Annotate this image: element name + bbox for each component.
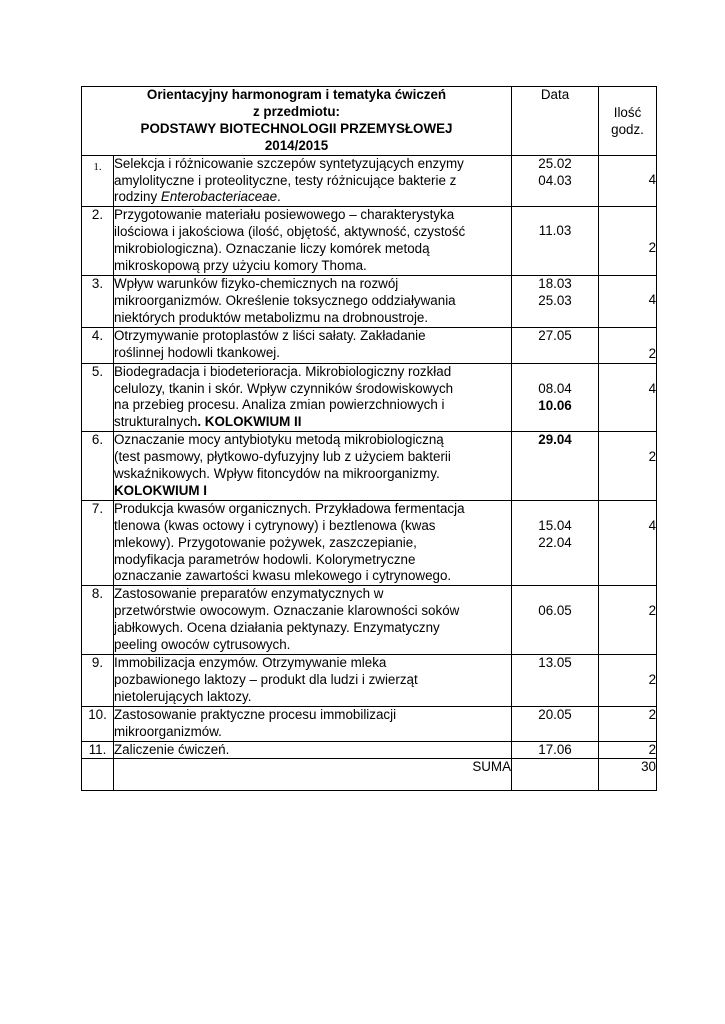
row-number: 10. bbox=[82, 706, 114, 741]
row-number: 2. bbox=[82, 207, 114, 276]
row-dates: 29.04 bbox=[512, 432, 599, 501]
row-topic: Oznaczanie mocy antybiotyku metodą mikrobiologiczną (test pasmowy, płytkowo-dyfuzyjny lub z użyciem bakterii wskaźnikowych. Wpływ fitoncydów na mikroorganizmy. KOLOKWIUM I bbox=[114, 432, 512, 501]
row-topic: Zaliczenie ćwiczeń. bbox=[114, 741, 512, 759]
hours-column-header: Ilość godz. bbox=[599, 87, 657, 156]
title-line: z przedmiotu: bbox=[252, 103, 341, 119]
row-dates: 11.03 bbox=[512, 207, 599, 276]
row-topic: Zastosowanie praktyczne procesu immobilizacji mikroorganizmów. bbox=[114, 706, 512, 741]
row-dates: 18.03 25.03 bbox=[512, 275, 599, 327]
row-hours: 2 bbox=[599, 706, 657, 741]
row-number: 9. bbox=[82, 655, 114, 707]
row-dates: 08.04 10.06 bbox=[512, 363, 599, 432]
sum-value: 30 bbox=[599, 759, 657, 791]
table-row bbox=[82, 275, 657, 327]
row-hours: 2 bbox=[599, 586, 657, 655]
summary-row bbox=[82, 759, 657, 791]
row-number: 7. bbox=[82, 500, 114, 586]
row-hours: 2 bbox=[599, 432, 657, 501]
table-row bbox=[82, 586, 657, 655]
italic-term: Enterobacteriaceae bbox=[160, 189, 278, 205]
row-hours: 4 bbox=[599, 275, 657, 327]
title-line: 2014/2015 bbox=[264, 137, 329, 153]
table-header-row bbox=[82, 87, 657, 156]
row-hours: 4 bbox=[599, 500, 657, 586]
row-dates: 13.05 bbox=[512, 655, 599, 707]
title-line: Orientacyjny harmonogram i tematyka ćwiczeń bbox=[146, 87, 447, 102]
row-topic: Zastosowanie preparatów enzymatycznych w przetwórstwie owocowym. Oznaczanie klarowności soków jabłkowych. Ocena działania pektynazy. Enzymatyczny peeling owoców cytrusowych. bbox=[114, 586, 512, 655]
row-number: 5. bbox=[82, 363, 114, 432]
row-topic: Produkcja kwasów organicznych. Przykładowa fermentacja tlenowa (kwas octowy i cytrynowy) i beztlenowa (kwas mlekowy). Przygotowanie pożywek, zaszczepianie, modyfikacja parametrów hodowli. Kolorymetryczne oznaczanie zawartości kwasu mlekowego i cytrynowego. bbox=[114, 500, 512, 586]
schedule-table bbox=[81, 86, 657, 791]
row-number: 6. bbox=[82, 432, 114, 501]
empty-cell bbox=[82, 759, 114, 791]
row-number: 8. bbox=[82, 586, 114, 655]
row-topic: Przygotowanie materiału posiewowego – charakterystyka ilościowa i jakościowa (ilość, objętość, aktywność, czystość mikrobiologiczna). Oznaczanie liczy komórek metodą mikroskopową przy użyciu komory Thoma. bbox=[114, 207, 512, 276]
table-row bbox=[82, 655, 657, 707]
row-hours: 4 bbox=[599, 155, 657, 207]
table-row bbox=[82, 207, 657, 276]
row-number: 4. bbox=[82, 327, 114, 363]
table-row bbox=[82, 741, 657, 759]
table-row bbox=[82, 500, 657, 586]
row-topic: Wpływ warunków fizyko-chemicznych na rozwój mikroorganizmów. Określenie toksycznego oddziaływania niektórych produktów metabolizmu na drobnoustroje. bbox=[114, 275, 512, 327]
row-dates: 25.02 04.03 bbox=[512, 155, 599, 207]
row-number: 1. bbox=[82, 155, 114, 207]
row-hours: 4 bbox=[599, 363, 657, 432]
table-row bbox=[82, 363, 657, 432]
table-row bbox=[82, 432, 657, 501]
row-topic: Immobilizacja enzymów. Otrzymywanie mleka pozbawionego laktozy – produkt dla ludzi i zwierząt nietolerujących laktozy. bbox=[114, 655, 512, 707]
date-column-header: Data bbox=[512, 87, 599, 156]
row-dates: 06.05 bbox=[512, 586, 599, 655]
row-hours: 2 bbox=[599, 655, 657, 707]
table-row bbox=[82, 706, 657, 741]
row-hours: 2 bbox=[599, 327, 657, 363]
table-row bbox=[82, 155, 657, 207]
document-title bbox=[82, 87, 512, 156]
row-number: 3. bbox=[82, 275, 114, 327]
row-dates: 17.06 bbox=[512, 741, 599, 759]
row-number: 11. bbox=[82, 741, 114, 759]
row-dates: 27.05 bbox=[512, 327, 599, 363]
kolokwium-badge: . KOLOKWIUM II bbox=[197, 414, 302, 430]
row-topic: Otrzymywanie protoplastów z liści sałaty. Zakładanie roślinnej hodowli tkankowej. bbox=[114, 327, 512, 363]
sum-label: SUMA bbox=[114, 759, 512, 791]
title-line: PODSTAWY BIOTECHNOLOGII PRZEMYSŁOWEJ bbox=[140, 120, 453, 136]
row-dates: 15.04 22.04 bbox=[512, 500, 599, 586]
table-row bbox=[82, 327, 657, 363]
row-topic: Biodegradacja i biodeterioracja. Mikrobiologiczny rozkład celulozy, tkanin i skór. Wpływ czynników środowiskowych na przebieg procesu. Analiza zmian powierzchniowych i strukturalnych. KOLOKWIUM II bbox=[114, 363, 512, 432]
empty-cell bbox=[512, 759, 599, 791]
row-hours: 2 bbox=[599, 207, 657, 276]
row-hours: 2 bbox=[599, 741, 657, 759]
row-dates: 20.05 bbox=[512, 706, 599, 741]
row-topic: Selekcja i różnicowanie szczepów syntetyzujących enzymy amylolityczne i proteolityczne, testy różnicujące bakterie z rodziny Enterobacteriaceae. bbox=[114, 155, 512, 207]
kolokwium-badge: KOLOKWIUM I bbox=[114, 482, 207, 498]
